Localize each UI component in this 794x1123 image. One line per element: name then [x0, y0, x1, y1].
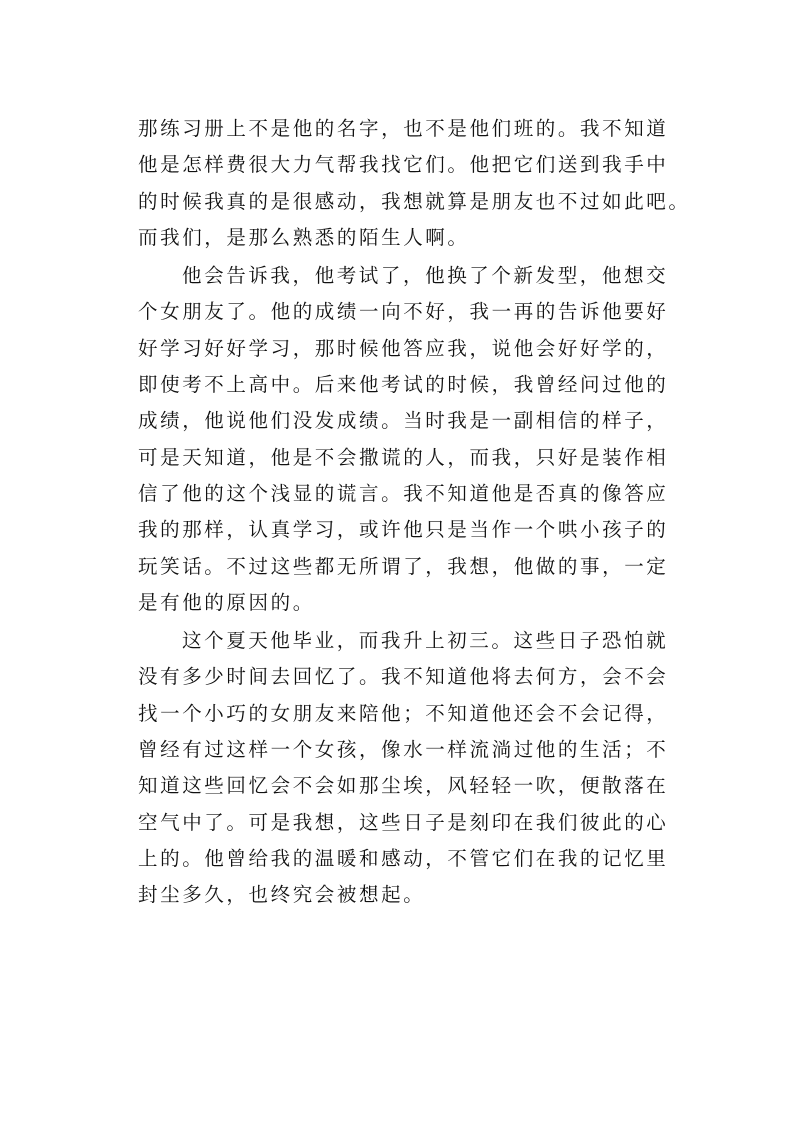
- paragraph-3: [138, 623, 668, 913]
- text-line: 我的那样，认真学习，或许他只是当作一个哄小孩子的: [138, 518, 669, 542]
- text-line: 是有他的原因的。: [138, 590, 315, 614]
- text-line: 没有多少时间去回忆了。我不知道他将去何方，会不会: [138, 665, 669, 689]
- paragraph-1: [138, 111, 691, 256]
- text-line: 他是怎样费很大力气帮我找它们。他把它们送到我手中: [138, 153, 669, 177]
- text-line: 而我们，是那么熟悉的陌生人啊。: [138, 225, 470, 249]
- text-line: 封尘多久，也终究会被想起。: [138, 883, 426, 907]
- text-line: 找一个小巧的女朋友来陪他；不知道他还会不会记得，: [138, 701, 669, 725]
- text-line: 成绩，他说他们没发成绩。当时我是一副相信的样子，: [138, 409, 669, 433]
- paragraph-2: [138, 258, 668, 621]
- text-line: 玩笑话。不过这些都无所谓了，我想，他做的事，一定: [138, 554, 669, 578]
- text-line: 好学习好好学习，那时候他答应我，说他会好好学的，: [138, 336, 669, 360]
- text-line: 可是天知道，他是不会撒谎的人，而我，只好是装作相: [138, 445, 669, 469]
- text-line: 信了他的这个浅显的谎言。我不知道他是否真的像答应: [138, 481, 669, 505]
- text-line: 上的。他曾给我的温暖和感动，不管它们在我的记忆里: [138, 846, 669, 870]
- text-line: 即使考不上高中。后来他考试的时候，我曾经问过他的: [138, 373, 669, 397]
- text-line: 这个夏天他毕业，而我升上初三。这些日子恐怕就: [182, 629, 669, 653]
- body-text: [138, 111, 691, 914]
- text-line: 曾经有过这样一个女孩，像水一样流淌过他的生活；不: [138, 738, 669, 762]
- text-line: 他会告诉我，他考试了，他换了个新发型，他想交: [182, 264, 669, 288]
- text-line: 知道这些回忆会不会如那尘埃，风轻轻一吹，便散落在: [138, 774, 669, 798]
- text-line: 个女朋友了。他的成绩一向不好，我一再的告诉他要好: [138, 300, 669, 324]
- text-line: 那练习册上不是他的名字，也不是他们班的。我不知道: [138, 117, 669, 140]
- text-line: 的时候我真的是很感动，我想就算是朋友也不过如此吧。: [138, 189, 691, 213]
- text-line: 空气中了。可是我想，这些日子是刻印在我们彼此的心: [138, 810, 669, 834]
